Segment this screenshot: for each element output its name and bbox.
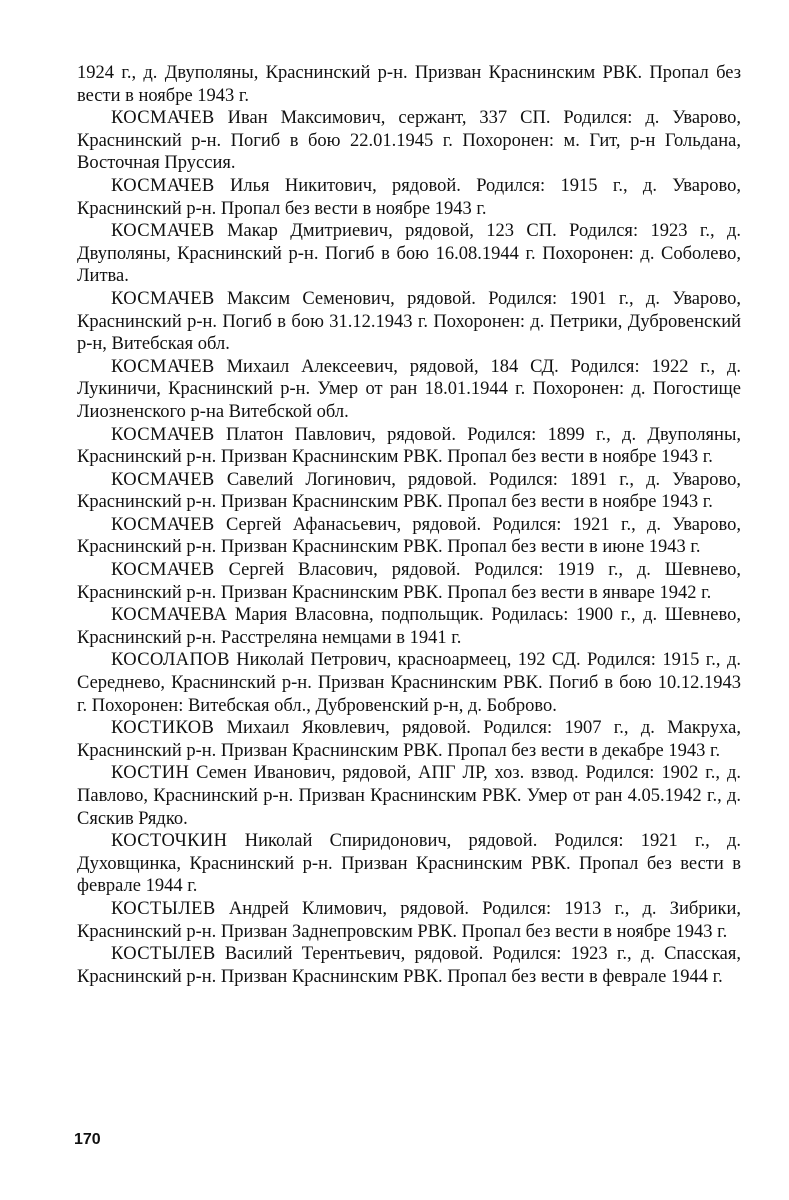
list-item [77,604,741,649]
list-item [77,107,741,175]
entry-surname: КОСМАЧЕВ [111,424,215,445]
entry-surname: КОСМАЧЕВА [111,605,228,626]
list-item [77,175,741,220]
list-item [77,898,741,943]
entries-list [77,107,741,988]
entry-surname: КОСМАЧЕВ [111,221,215,242]
entry-text: Сергей Афанасьевич, рядовой. Родился: 1921 г., д. Уварово, Краснинский р-н. Призван Краснинским РВК. Пропал без вести в июне 1943 г. [77,514,741,558]
entry-surname: КОСМАЧЕВ [111,288,215,309]
list-item [77,762,741,830]
entry-surname: КОСТЫЛЕВ [111,898,216,919]
list-item [77,943,741,988]
page-number: 170 [74,1131,101,1148]
entry-surname: КОСТЫЛЕВ [111,944,216,965]
entry-text: Мария Власовна, подпольщик. Родилась: 1900 г., д. Шевнево, Краснинский р-н. Расстреляна немцами в 1941 г. [77,605,741,648]
entry-surname: КОСМАЧЕВ [111,108,215,129]
list-item [77,356,741,424]
continuation-entry: 1924 г., д. Двуполяны, Краснинский р-н. Призван Краснинским РВК. Пропал без вести в ноябре 1943 г. [77,63,741,106]
list-item [77,469,741,514]
list-item [77,559,741,604]
entry-text: Василий Терентьевич, рядовой. Родился: 1923 г., д. Спасская, Краснинский р-н. Призван Краснинским РВК. Пропал без вести в феврале 1944 г. [77,944,741,987]
entry-surname: КОСТОЧКИН [111,831,228,852]
entry-surname: КОСМАЧЕВ [111,514,215,535]
list-item [77,717,741,762]
memorial-list [77,62,741,988]
entry-text: Илья Никитович, рядовой. Родился: 1915 г., д. Уварово, Краснинский р-н. Пропал без вести в ноябре 1943 г. [77,175,741,219]
list-item [77,830,741,898]
entry-text: Сергей Власович, рядовой. Родился: 1919 г., д. Шевнево, Краснинский р-н. Призван Краснинским РВК. Пропал без вести в январе 1942 г. [77,560,742,603]
entry-text: Семен Иванович, рядовой, АПГ ЛР, хоз. взвод. Родился: 1902 г., д. Павлово, Краснинский р-н. Призван Краснинским РВК. Умер от ран 4.05.1942 г., д. Сяскив Рядко. [77,763,741,829]
entry-text: Михаил Алексеевич, рядовой, 184 СД. Родился: 1922 г., д. Лукиничи, Краснинский р-н. Умер от ран 18.01.1944 г. Похоронен: д. Погостище Лиозненского р-на Витебской обл. [77,356,742,422]
entry-surname: КОСТИКОВ [111,718,215,739]
entry-text: Максим Семенович, рядовой. Родился: 1901 г., д. Уварово, Краснинский р-н. Погиб в бою 31.12.1943 г. Похоронен: д. Петрики, Дубровенский р-н, Витебская обл. [77,288,741,355]
entry-surname: КОСМАЧЕВ [111,175,215,196]
entry-text: Платон Павлович, рядовой. Родился: 1899 г., д. Двуполяны, Краснинский р-н. Призван Краснинским РВК. Пропал без вести в ноябре 1943 г. [77,424,742,468]
list-item [77,514,741,559]
entry-surname: КОСМАЧЕВ [111,469,215,490]
list-item [77,424,741,469]
list-item [77,288,741,356]
entry-text: Николай Спиридонович, рядовой. Родился: 1921 г., д. Духовщинка, Краснинский р-н. Призван Краснинским РВК. Пропал без вести в феврале 1944 г. [77,831,742,897]
entry-surname: КОСОЛАПОВ [111,650,230,671]
entry-text: Михаил Яковлевич, рядовой. Родился: 1907 г., д. Макруха, Краснинский р-н. Призван Краснинским РВК. Пропал без вести в декабре 1943 г. [77,718,741,761]
entry-text: Макар Дмитриевич, рядовой, 123 СП. Родился: 1923 г., д. Двуполяны, Краснинский р-н. Погиб в бою 16.08.1944 г. Похоронен: д. Соболево, Литва. [77,221,742,287]
entry-surname: КОСТИН [111,763,190,784]
list-item [77,220,741,288]
entry-text: Иван Максимович, сержант, 337 СП. Родился: д. Уварово, Краснинский р-н. Погиб в бою 22.01.1945 г. Похоронен: м. Гит, р-н Гольдана, Восточная Пруссия. [77,108,742,174]
entry-text: Савелий Логинович, рядовой. Родился: 1891 г., д. Уварово, Краснинский р-н. Призван Краснинским РВК. Пропал без вести в ноябре 1943 г. [77,469,741,513]
entry-surname: КОСМАЧЕВ [111,356,215,377]
entry-surname: КОСМАЧЕВ [111,560,215,581]
entry-text: Андрей Климович, рядовой. Родился: 1913 г., д. Зибрики, Краснинский р-н. Призван Заднепровским РВК. Пропал без вести в ноябре 1943 г. [77,898,741,942]
list-item [77,649,741,717]
entry-text: Николай Петрович, красноармеец, 192 СД. Родился: 1915 г., д. Середнево, Краснинский р-н. Призван Краснинским РВК. Погиб в бою 10.12.1943 г. Похоронен: Витебская обл., Дубровенский р-н, д. Боброво. [77,650,741,716]
